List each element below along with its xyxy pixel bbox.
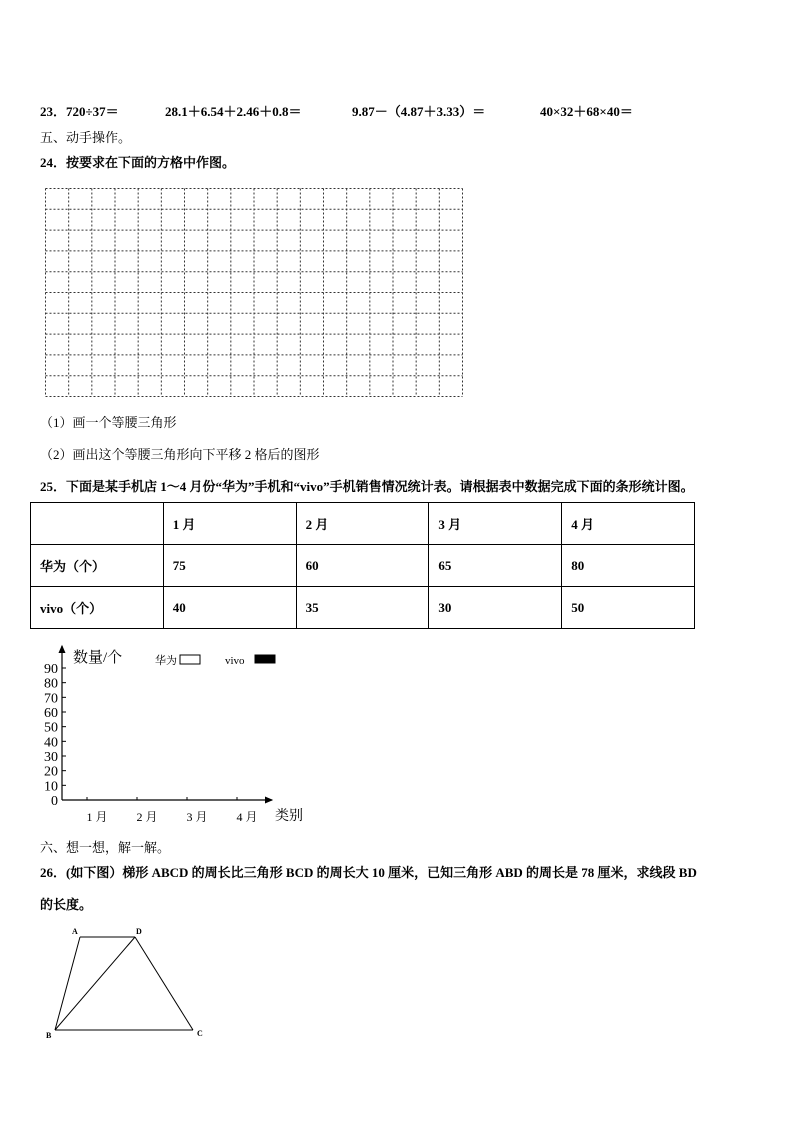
legend-label-vivo: vivo — [225, 655, 245, 667]
x-axis-label: 类别 — [275, 809, 303, 824]
x-category-label: 1 月 — [86, 810, 108, 824]
y-tick-label: 70 — [44, 691, 58, 707]
x-category-label: 4 月 — [236, 810, 258, 824]
legend-label-huawei: 华为 — [155, 655, 177, 667]
table-corner-cell — [31, 503, 164, 545]
q26-text-line1: 26．(如下图）梯形 ABCD 的周长比三角形 BCD 的周长大 10 厘米，已知三角形 ABD 的周长是 78 厘米，求线段 BD — [40, 865, 697, 880]
segment-DC — [135, 937, 193, 1030]
x-category-label: 2 月 — [136, 810, 158, 824]
y-tick-label: 40 — [44, 735, 58, 751]
table-row — [31, 587, 695, 629]
table-cell: 65 — [429, 545, 562, 587]
trapezoid-figure — [40, 925, 212, 1043]
vertex-label-D: D — [136, 927, 142, 936]
y-tick-label: 80 — [44, 676, 58, 692]
y-tick-label: 20 — [44, 764, 58, 780]
q24-part-1: （1）画一个等腰三角形 — [40, 415, 177, 430]
table-header-cell: 2 月 — [296, 503, 429, 545]
table-cell: 80 — [562, 545, 695, 587]
section5-title: 五、动手操作。 — [40, 130, 132, 145]
q26-text-line2: 的长度。 — [40, 897, 93, 912]
y-tick-label: 90 — [44, 662, 58, 677]
y-ticks — [44, 662, 66, 809]
q23-number: 23． — [40, 104, 67, 119]
vertex-label-B: B — [46, 1031, 52, 1040]
table-header-cell: 3 月 — [429, 503, 562, 545]
q23-item-1: 23．720÷37＝ — [40, 104, 119, 119]
table-header-cell: 4 月 — [562, 503, 695, 545]
table-header-cell: 1 月 — [163, 503, 296, 545]
vertex-label-A: A — [72, 927, 78, 936]
sales-table — [30, 502, 695, 629]
table-cell: 40 — [163, 587, 296, 629]
q23-item-4: 40×32＋68×40＝ — [540, 104, 633, 119]
legend-swatch-huawei — [180, 655, 200, 664]
table-cell: 75 — [163, 545, 296, 587]
table-row-label: vivo（个） — [31, 587, 164, 629]
vertex-label-C: C — [197, 1029, 203, 1038]
q23-item-2: 28.1＋6.54＋2.46＋0.8＝ — [165, 104, 302, 119]
table-row-label: 华为（个） — [31, 545, 164, 587]
y-tick-label: 60 — [44, 706, 58, 721]
table-header-row — [31, 503, 695, 545]
table-cell: 50 — [562, 587, 695, 629]
table-cell: 30 — [429, 587, 562, 629]
table-cell: 60 — [296, 545, 429, 587]
q23-row — [0, 104, 794, 120]
q25-text: 25．下面是某手机店 1～4 月份“华为”手机和“vivo”手机销售情况统计表。请根据表中数据完成下面的条形统计图。 — [40, 479, 694, 494]
y-tick-label: 50 — [44, 720, 58, 736]
y-tick-label: 10 — [44, 779, 58, 795]
x-category-label: 3 月 — [186, 810, 208, 824]
y-tick-label: 0 — [51, 794, 58, 809]
table-row — [31, 545, 695, 587]
y-axis-label: 数量/个 — [73, 650, 123, 666]
y-tick-label: 30 — [44, 750, 58, 765]
legend-swatch-vivo — [255, 655, 275, 663]
table-cell: 35 — [296, 587, 429, 629]
q23-item-3: 9.87－（4.87＋3.33）＝ — [352, 104, 486, 119]
q24-part-2: （2）画出这个等腰三角形向下平移 2 格后的图形 — [40, 447, 320, 462]
drawing-grid — [45, 188, 463, 398]
x-categories — [86, 797, 257, 824]
bar-chart — [30, 640, 320, 832]
q24-text: 24．按要求在下面的方格中作图。 — [40, 155, 236, 170]
section6-title: 六、想一想，解一解。 — [40, 840, 171, 855]
